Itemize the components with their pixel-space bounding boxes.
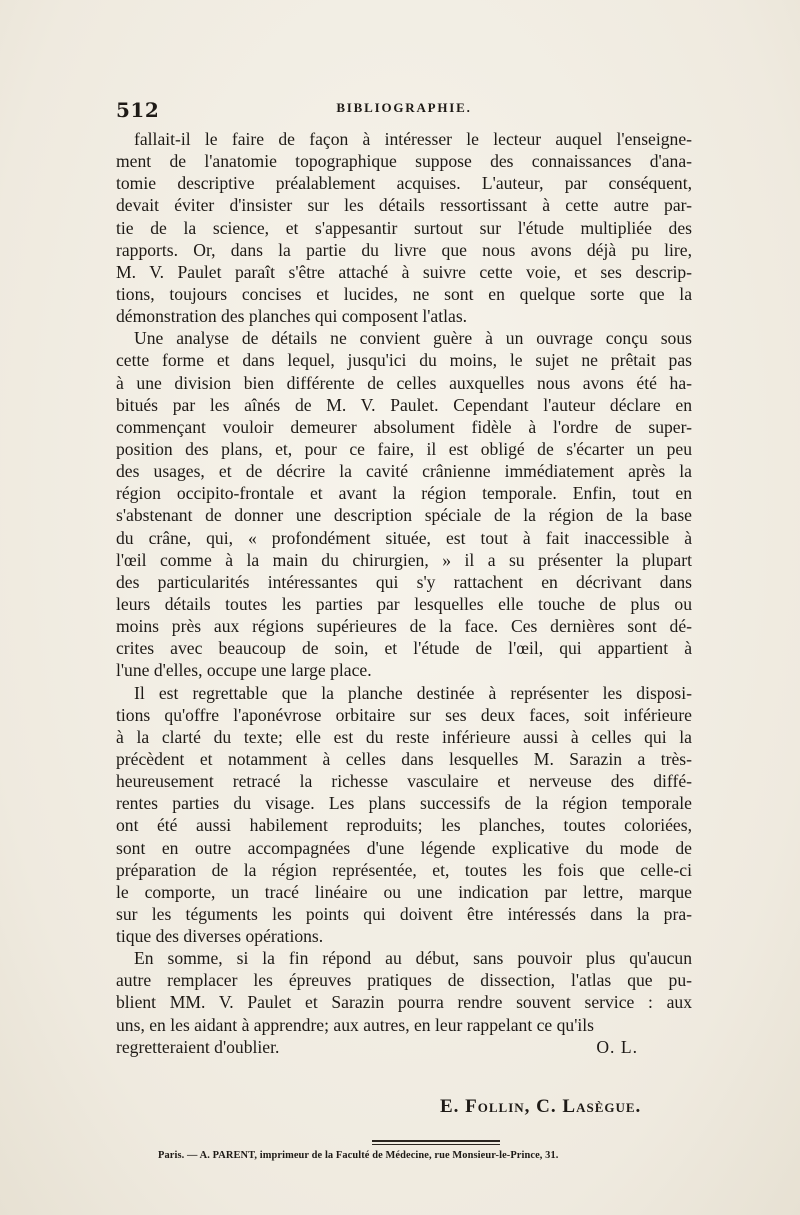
text-line: région occipito-frontale et avant la région temporale. Enfin, tout en <box>116 483 692 504</box>
text-line: heureusement retracé la richesse vasculaire et nerveuse des diffé- <box>116 771 692 792</box>
text-line: ment de l'anatomie topographique suppose des connaissances d'ana- <box>116 151 692 172</box>
text-line: des particularités intéressantes qui s'y rattachent en décrivant dans <box>116 571 692 592</box>
text-line: tomie descriptive préalablement acquises. L'auteur, par conséquent, <box>116 173 692 194</box>
text-line: démonstration des planches qui composent l'atlas. <box>116 306 468 327</box>
text-line: leurs détails toutes les parties par lesquelles elle touche de plus ou <box>116 593 692 614</box>
text-line: Une analyse de détails ne convient guère à un ouvrage conçu sous <box>134 328 692 349</box>
text-line: bitués par les aînés de M. V. Paulet. Cependant l'auteur déclare en <box>116 394 692 415</box>
text-line: des usages, et de décrire la cavité crânienne immédiatement après la <box>116 461 692 482</box>
page-number: 512 <box>116 98 160 122</box>
text-line: uns, en les aidant à apprendre; aux autres, en leur rappelant ce qu'ils <box>116 1014 595 1035</box>
text-line: sur les téguments les points qui doivent être intéressés dans la pra- <box>116 903 692 924</box>
rule-divider-bottom <box>372 1144 500 1145</box>
text-line: position des plans, et, pour ce faire, il est obligé de s'écarter un peu <box>116 438 692 459</box>
closing-text: regretteraient d'oublier. <box>116 1036 280 1057</box>
text-line: blient MM. V. Paulet et Sarazin pourra rendre souvent service : aux <box>116 992 692 1013</box>
text-line: commençant vouloir demeurer absolument fidèle à l'ordre de super- <box>116 416 692 437</box>
text-line: ont été aussi habilement reproduits; les planches, toutes coloriées, <box>116 815 692 836</box>
page-header <box>116 98 692 122</box>
text-line: le comporte, un tracé linéaire ou une indication par lettre, marque <box>116 881 692 902</box>
running-head: BIBLIOGRAPHIE. <box>336 100 472 115</box>
text-line: s'abstenant de donner une description spéciale de la région de la base <box>116 505 692 526</box>
text-line: sont en outre accompagnées d'une légende explicative du mode de <box>116 837 692 858</box>
text-line: à la clarté du texte; elle est du reste inférieure aussi à celles qui la <box>116 726 692 747</box>
text-line: En somme, si la fin répond au début, sans pouvoir plus qu'aucun <box>134 948 692 969</box>
text-line: fallait-il le faire de façon à intéresser le lecteur auquel l'enseigne- <box>134 129 692 149</box>
text-line: l'œil comme à la main du chirurgien, » il a su présenter la plupart <box>116 549 692 570</box>
text-line: tie de la science, et s'appesantir surtout sur l'étude multipliée des <box>116 217 692 238</box>
author-initials: O. L. <box>596 1036 638 1057</box>
text-line: M. V. Paulet paraît s'être attaché à suivre cette voie, et ses descrip- <box>116 261 692 282</box>
text-line: du crâne, qui, « profondément située, est tout à fait inaccessible à <box>116 527 692 548</box>
text-line: Il est regrettable que la planche destinée à représenter les disposi- <box>134 682 692 703</box>
editors-signature: E. Follin, C. Lasègue. <box>440 1096 642 1117</box>
text-line: à une division bien différente de celles auxquelles nous avons été ha- <box>116 372 692 393</box>
closing-line <box>116 1036 692 1058</box>
text-line: cette forme et dans lequel, jusqu'ici du moins, le sujet ne prêtait pas <box>116 350 692 371</box>
text-line: rapports. Or, dans la partie du livre que nous avons déjà pu lire, <box>116 239 692 260</box>
text-line: tions qu'offre l'aponévrose orbitaire sur ses deux faces, soit inférieure <box>116 704 692 725</box>
text-line: précèdent et notamment à celles dans lesquelles M. Sarazin a très- <box>116 748 692 769</box>
rule-divider-top <box>372 1140 500 1142</box>
printer-imprint: Paris. — A. PARENT, imprimeur de la Faculté de Médecine, rue Monsieur-le-Prince, 31. <box>158 1150 559 1161</box>
text-line: tions, toujours concises et lucides, ne sont en quelque sorte que la <box>116 283 692 304</box>
text-line: autre remplacer les épreuves pratiques de dissection, l'atlas que pu- <box>116 970 692 991</box>
text-line: préparation de la région représentée, et, toutes les fois que celle-ci <box>116 859 692 880</box>
text-line: moins près aux régions supérieures de la face. Ces dernières sont dé- <box>116 616 692 637</box>
body-text <box>116 128 692 1058</box>
text-line: devait éviter d'insister sur les détails ressortissant à cette autre par- <box>116 195 692 216</box>
text-line: rentes parties du visage. Les plans successifs de la région temporale <box>116 793 692 814</box>
text-line: l'une d'elles, occupe une large place. <box>116 660 372 681</box>
text-line: crites avec beaucoup de soin, et l'étude de l'œil, qui appartient à <box>116 638 692 659</box>
text-line: tique des diverses opérations. <box>116 926 324 947</box>
